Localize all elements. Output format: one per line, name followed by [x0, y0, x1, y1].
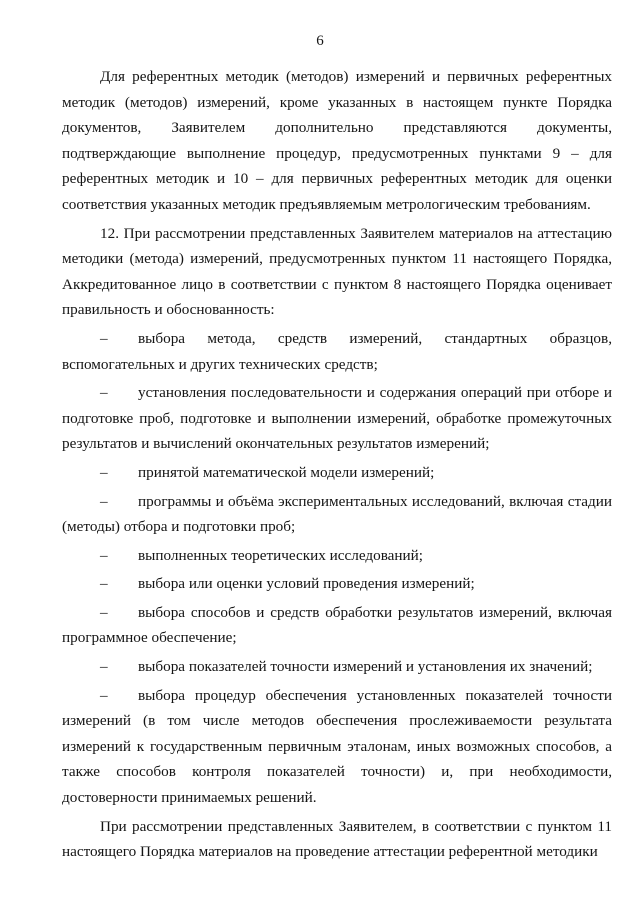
dash-marker: –	[100, 686, 108, 704]
page-number: 6	[316, 33, 324, 49]
list-item	[62, 380, 612, 457]
list-item-text: выбора метода, средств измерений, стандартных образцов, вспомогательных и других технических средств;	[62, 329, 612, 373]
list-item	[62, 326, 612, 377]
dash-marker: –	[100, 492, 108, 510]
list-item-text: выбора или оценки условий проведения измерений;	[138, 575, 475, 593]
dash-marker: –	[100, 658, 108, 676]
paragraph-referent-review: При рассмотрении представленных Заявителем, в соответствии с пунктом 11 настоящего Порядка материалов на проведение аттестации референтной методики	[62, 817, 612, 861]
list-item-text: программы и объёма экспериментальных исследований, включая стадии (методы) отбора и подготовки проб;	[62, 492, 612, 536]
list-item	[62, 683, 612, 811]
list-item	[62, 571, 612, 597]
document-body	[62, 64, 612, 865]
list-item	[62, 460, 612, 486]
dash-marker: –	[100, 463, 108, 481]
paragraph-referent-methods: Для референтных методик (методов) измерений и первичных референтных методик (методов) измерений, кроме указанных в настоящем пункте Порядка документов, Заявителем дополнительно представляются документы, подтверждающие выполнение процедур, предусмотренных пунктами 9 – для референтных методик и 10 – для первичных референтных методик для оценки соответствия указанных методик предъявляемым метрологическим требованиям.	[62, 68, 612, 213]
list-item-text: установления последовательности и содержания операций при отборе и подготовке проб, подготовке и выполнении измерений, обработке промежуточных результатов и вычислений окончательных результатов измерений;	[62, 384, 612, 453]
paragraph-12: 12. При рассмотрении представленных Заявителем материалов на аттестацию методики (метода) измерений, предусмотренных пунктом 11 настоящего Порядка, Аккредитованное лицо в соответствии с пунктом 8 настоящего Порядка оценивает правильность и обоснованность:	[62, 224, 612, 319]
dash-marker: –	[100, 546, 108, 564]
list-item-text: принятой математической модели измерений;	[138, 463, 435, 481]
list-item-text: выбора показателей точности измерений и установления их значений;	[138, 658, 593, 676]
list-item	[62, 489, 612, 540]
criteria-list	[62, 326, 612, 811]
dash-marker: –	[100, 603, 108, 621]
list-item	[62, 654, 612, 680]
list-item-text: выбора процедур обеспечения установленных показателей точности измерений (в том числе методов обеспечения прослеживаемости результата измерений к государственным первичным эталонам, иных возможных способов, а также способов контроля показателей точности) и, при необходимости, достоверности принимаемых решений.	[62, 686, 612, 807]
dash-marker: –	[100, 575, 108, 593]
list-item	[62, 543, 612, 569]
list-item	[62, 600, 612, 651]
list-item-text: выбора способов и средств обработки результатов измерений, включая программное обеспечение;	[62, 603, 612, 647]
dash-marker: –	[100, 329, 108, 347]
dash-marker: –	[100, 384, 108, 402]
list-item-text: выполненных теоретических исследований;	[138, 546, 424, 564]
